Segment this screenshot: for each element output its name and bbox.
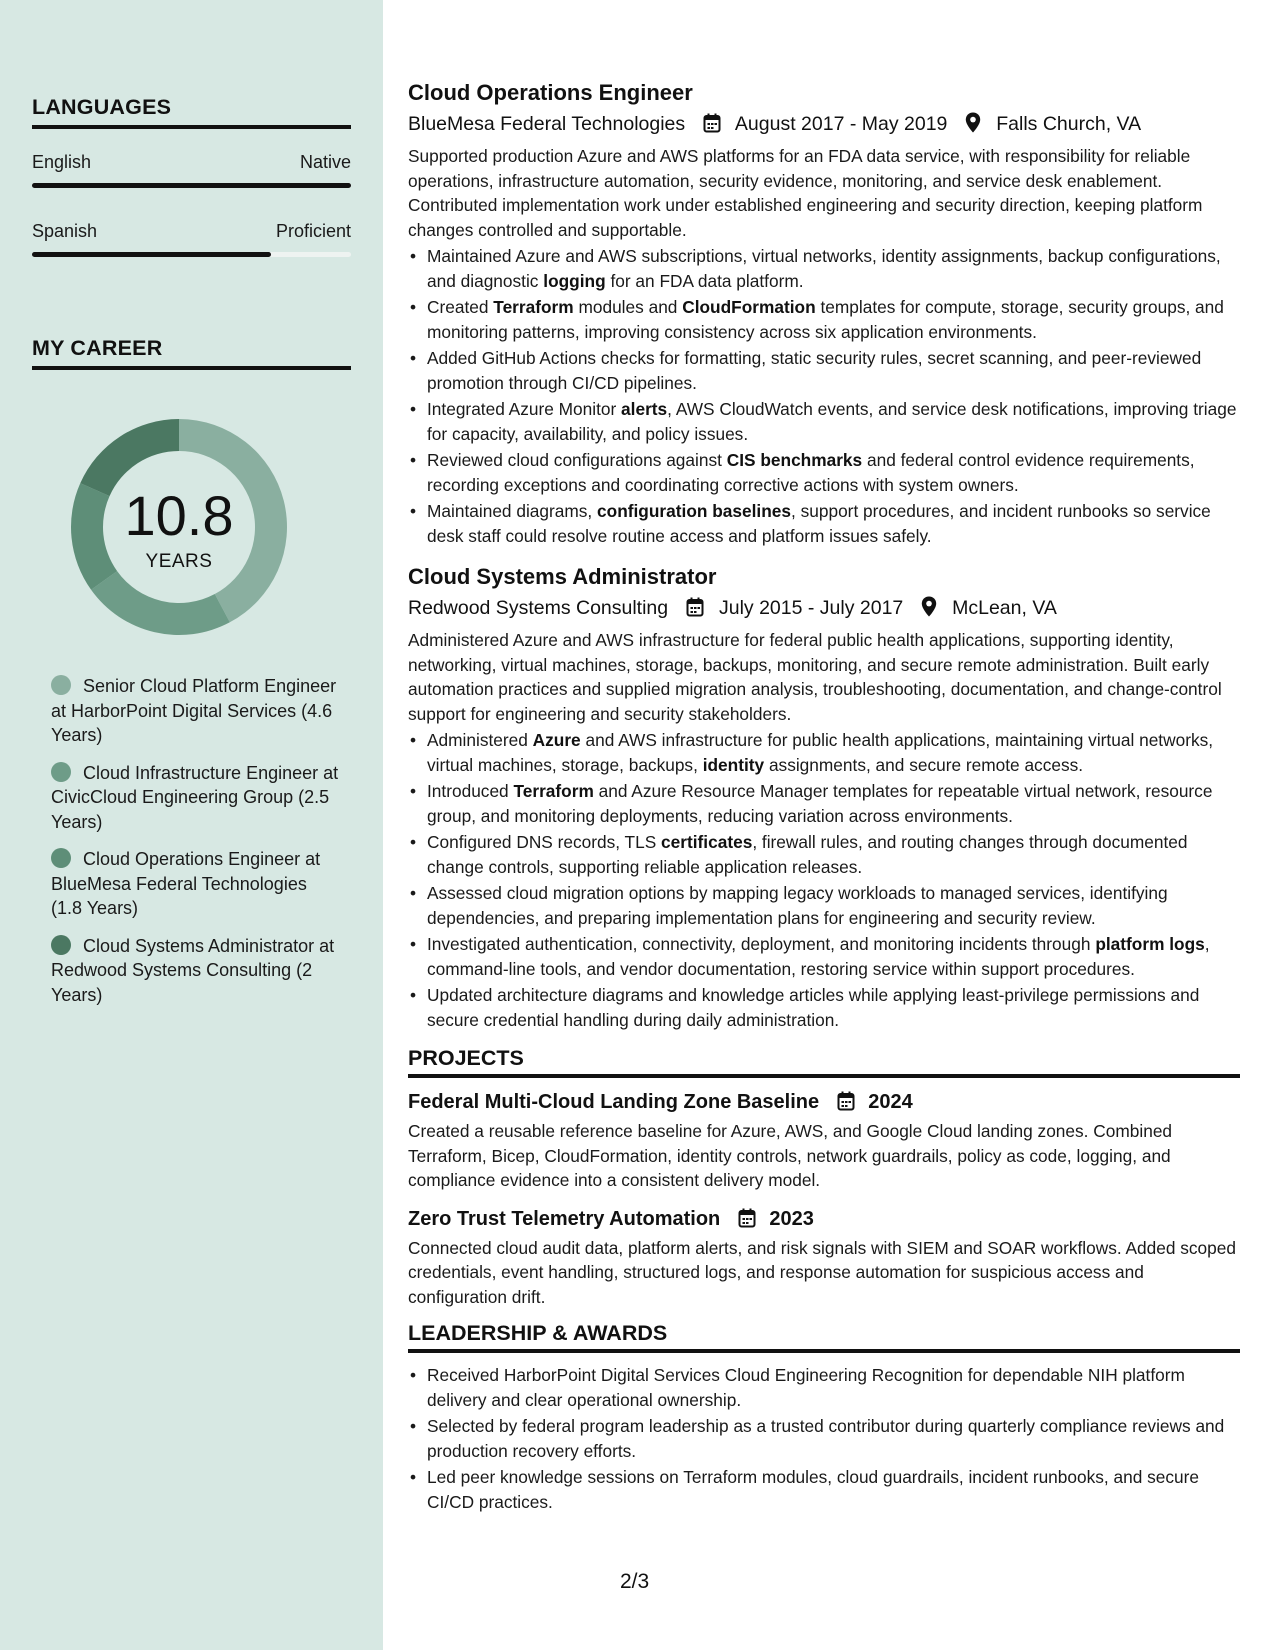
project-header xyxy=(408,1088,1240,1116)
keyword-highlight: alerts xyxy=(621,399,668,419)
job-bullets xyxy=(408,728,1240,1032)
calendar-icon xyxy=(837,1091,855,1111)
language-proficiency-fill xyxy=(32,183,351,188)
page-number: 2/3 xyxy=(620,1570,650,1593)
leadership-heading: LEADERSHIP & AWARDS xyxy=(408,1321,1240,1353)
language-level: Proficient xyxy=(275,221,351,241)
experience-entry xyxy=(408,562,1240,1032)
keyword-highlight: configuration baselines xyxy=(597,501,791,521)
career-legend-label: Cloud Systems Administrator at Redwood Systems Consulting (2 Years) xyxy=(51,935,335,1005)
leadership-item: • Received HarborPoint Digital Services Cloud Engineering Recognition for dependable NIH platform delivery and clear operational ownership. xyxy=(408,1363,1240,1412)
legend-dot-icon xyxy=(51,935,71,955)
project-year: 2023 xyxy=(769,1207,814,1230)
job-bullet: • Configured DNS records, TLS certificates, firewall rules, and routing changes through documented change controls, supporting reliable application releases. xyxy=(408,830,1240,879)
job-bullet: • Investigated authentication, connectivity, deployment, and monitoring incidents through platform logs, command-line tools, and vendor documentation, restoring service within support procedures. xyxy=(408,932,1240,981)
job-dates: July 2015 - July 2017 xyxy=(718,597,904,619)
donut-segment xyxy=(91,571,230,635)
language-name: Spanish xyxy=(32,221,98,241)
job-location: Falls Church, VA xyxy=(996,113,1142,135)
projects-heading: PROJECTS xyxy=(408,1046,1240,1078)
total-years-label: YEARS xyxy=(145,551,213,572)
job-company: Redwood Systems Consulting xyxy=(408,597,669,619)
job-bullet: • Reviewed cloud configurations against CIS benchmarks and federal control evidence requirements, recording exceptions and coordinating corrective actions with system owners. xyxy=(408,448,1240,497)
career-legend-item xyxy=(51,674,341,748)
career-legend xyxy=(51,674,341,1020)
job-bullet: • Maintained diagrams, configuration baselines, support procedures, and incident runbooks so service desk staff could resolve routine access and platform issues safely. xyxy=(408,499,1240,548)
career-legend-item xyxy=(51,761,341,835)
language-level: Native xyxy=(299,152,351,172)
job-bullet: • Maintained Azure and AWS subscriptions, virtual networks, identity assignments, backup configurations, and diagnostic logging for an FDA data platform. xyxy=(408,244,1240,293)
project-header xyxy=(408,1205,1240,1233)
keyword-highlight: identity xyxy=(702,754,765,775)
leadership-item: • Selected by federal program leadership as a trusted contributor during quarterly compliance reviews and production recovery efforts. xyxy=(408,1414,1240,1463)
keyword-highlight: Terraform xyxy=(513,781,594,801)
keyword-highlight: logging xyxy=(543,270,606,291)
job-summary: Administered Azure and AWS infrastructure for federal public health applications, supporting identity, networking, virtual machines, storage, backups, monitoring, and secure remote administration. Built early automation practices and supplied migration analysis, troubleshooting, documentation, and change-control support for engineering and security stakeholders. xyxy=(408,630,1222,724)
job-bullet: • Added GitHub Actions checks for formatting, static security rules, secret scanning, and peer-reviewed promotion through CI/CD pipelines. xyxy=(408,346,1240,395)
career-heading: MY CAREER xyxy=(32,336,351,370)
project-entry xyxy=(408,1088,1240,1193)
language-proficiency-fill xyxy=(32,252,271,257)
keyword-highlight: Azure xyxy=(532,730,581,750)
keyword-highlight: CIS benchmarks xyxy=(726,450,863,470)
job-meta xyxy=(408,594,1240,622)
job-meta xyxy=(408,110,1240,138)
job-company: BlueMesa Federal Technologies xyxy=(408,113,686,135)
job-bullets xyxy=(408,244,1240,548)
languages-heading: LANGUAGES xyxy=(32,95,351,129)
keyword-highlight: platform logs xyxy=(1095,934,1205,954)
calendar-icon xyxy=(686,597,704,617)
language-proficiency-bar xyxy=(32,252,351,257)
project-year: 2024 xyxy=(868,1091,913,1113)
job-bullet: • Administered Azure and AWS infrastructure for public health applications, maintaining virtual networks, virtual machines, storage, backups, identity assignments, and secure remote access. xyxy=(408,728,1240,777)
career-legend-label: Senior Cloud Platform Engineer at HarborPoint Digital Services (4.6 Years) xyxy=(51,676,337,745)
legend-dot-icon xyxy=(51,675,71,695)
job-summary: Supported production Azure and AWS platforms for an FDA data service, with responsibility for reliable operations, infrastructure automation, security evidence, monitoring, and service desk enablement. Contributed implementation work under established engineering and security direction, keeping platform changes controlled and supportable. xyxy=(408,146,1203,240)
project-description: Connected cloud audit data, platform alerts, and risk signals with SIEM and SOAR workflows. Added scoped credentials, event handling, structured logs, and response automation for suspicious access and configuration drift. xyxy=(408,1237,1237,1307)
job-bullet: • Assessed cloud migration options by mapping legacy workloads to managed services, identifying dependencies, and preparing implementation plans for engineering and security review. xyxy=(408,881,1240,930)
job-location: McLean, VA xyxy=(952,597,1057,619)
job-bullet: • Introduced Terraform and Azure Resource Manager templates for repeatable virtual network, resource group, and monitoring deployments, reducing variation across environments. xyxy=(408,779,1240,828)
job-title: Cloud Systems Administrator xyxy=(408,564,717,589)
sidebar xyxy=(0,0,383,1650)
keyword-highlight: CloudFormation xyxy=(682,297,816,317)
project-entry xyxy=(408,1205,1240,1310)
legend-dot-icon xyxy=(51,848,71,868)
project-description: Created a reusable reference baseline for Azure, AWS, and Google Cloud landing zones. Combined Terraform, Bicep, CloudFormation, identity controls, network guardrails, policy as code, logging, and compliance evidence into a consistent delivery model. xyxy=(408,1121,1173,1190)
calendar-icon xyxy=(703,113,721,133)
language-name: English xyxy=(32,152,92,172)
main-content xyxy=(408,78,1240,1516)
career-donut-chart xyxy=(66,414,292,640)
career-legend-item xyxy=(51,847,341,921)
career-legend-item xyxy=(51,934,341,1008)
language-proficiency-bar xyxy=(32,183,351,188)
job-title: Cloud Operations Engineer xyxy=(408,80,693,105)
job-bullet: • Created Terraform modules and CloudFormation templates for compute, storage, security groups, and monitoring patterns, improving consistency across six application environments. xyxy=(408,295,1240,344)
map-pin-icon xyxy=(965,112,981,133)
experience-entry xyxy=(408,78,1240,548)
map-pin-icon xyxy=(921,596,937,617)
career-legend-label: Cloud Operations Engineer at BlueMesa Federal Technologies (1.8 Years) xyxy=(51,849,321,918)
career-legend-label: Cloud Infrastructure Engineer at CivicCloud Engineering Group (2.5 Years) xyxy=(51,762,339,832)
keyword-highlight: certificates xyxy=(661,832,753,852)
job-bullet: • Integrated Azure Monitor alerts, AWS CloudWatch events, and service desk notifications, improving triage for capacity, availability, and policy issues. xyxy=(408,397,1240,446)
total-years-value: 10.8 xyxy=(124,484,234,547)
legend-dot-icon xyxy=(51,762,71,782)
job-dates: August 2017 - May 2019 xyxy=(734,113,948,135)
project-title: Federal Multi-Cloud Landing Zone Baseline xyxy=(408,1091,820,1113)
leadership-bullets xyxy=(408,1363,1240,1514)
calendar-icon xyxy=(738,1208,756,1228)
job-bullet: • Updated architecture diagrams and knowledge articles while applying least-privilege permissions and secure credential handling during daily administration. xyxy=(408,983,1240,1032)
project-title: Zero Trust Telemetry Automation xyxy=(408,1207,721,1230)
leadership-item: • Led peer knowledge sessions on Terraform modules, cloud guardrails, incident runbooks, and secure CI/CD practices. xyxy=(408,1465,1240,1514)
keyword-highlight: Terraform xyxy=(493,297,574,317)
